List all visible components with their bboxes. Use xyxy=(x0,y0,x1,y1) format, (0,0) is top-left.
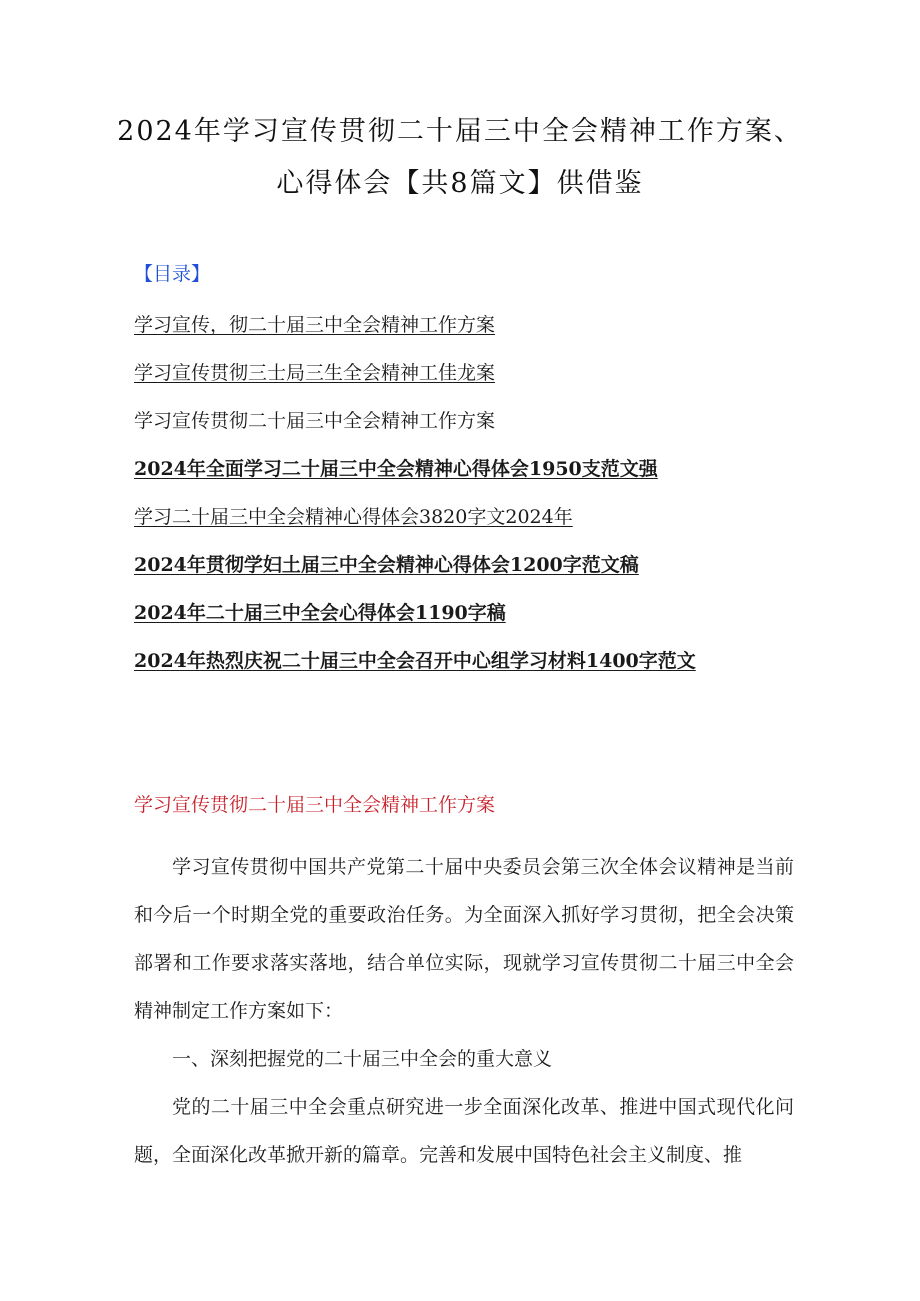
section-heading: 学习宣传贯彻二十届三中全会精神工作方案 xyxy=(134,794,496,816)
toc-link[interactable]: 2024年二十届三中全会心得体会1190字稿 xyxy=(134,602,506,624)
toc-item-3[interactable] xyxy=(134,409,696,457)
toc-heading: 【目录】 xyxy=(134,263,211,285)
toc-link[interactable]: 2024年全面学习二十届三中全会精神心得体会1950支范文强 xyxy=(134,458,658,480)
toc-link[interactable]: 2024年热烈庆祝二十届三中全会召开中心组学习材料1400字范文 xyxy=(134,650,696,672)
paragraph-2: 一、深刻把握党的二十届三中全会的重大意义 xyxy=(172,1048,553,1070)
toc-item-6[interactable] xyxy=(134,553,696,601)
toc-link[interactable]: 学习二十届三中全会精神心得体会3820字文2024年 xyxy=(134,506,573,528)
toc-link[interactable]: 学习宣传贯彻三士局三生全会精神工佳龙案 xyxy=(134,362,496,384)
paragraph-1: 学习宣传贯彻中国共产党第二十届中央委员会第三次全体会议精神是当前和今后一个时期全党的重要政治任务。为全面深入抓好学习贯彻，把全会决策部署和工作要求落实落地，结合单位实际，现就学习宣传贯彻二十届三中全会精神制定工作方案如下： xyxy=(134,856,794,1022)
paragraph-3: 党的二十届三中全会重点研究进一步全面深化改革、推进中国式现代化问题，全面深化改革掀开新的篇章。完善和发展中国特色社会主义制度、推 xyxy=(134,1096,794,1166)
body-text xyxy=(134,843,794,1179)
toc-link[interactable]: 学习宣传贯彻二十届三中全会精神工作方案 xyxy=(134,410,496,432)
toc-item-1[interactable] xyxy=(134,313,696,361)
toc-link[interactable]: 2024年贯彻学妇土届三中全会精神心得体会1200字范文稿 xyxy=(134,554,639,576)
table-of-contents xyxy=(134,313,696,697)
document-title-line-2: 心得体会【共8篇文】供借鉴 xyxy=(276,168,644,199)
toc-item-7[interactable] xyxy=(134,601,696,649)
toc-link[interactable]: 学习宣传，彻二十届三中全会精神工作方案 xyxy=(134,314,496,336)
toc-item-4[interactable] xyxy=(134,457,696,505)
document-title-line-1: 2024年学习宣传贯彻二十届三中全会精神工作方案、 xyxy=(117,116,803,147)
toc-item-8[interactable] xyxy=(134,649,696,697)
toc-item-5[interactable] xyxy=(134,505,696,553)
toc-item-2[interactable] xyxy=(134,361,696,409)
